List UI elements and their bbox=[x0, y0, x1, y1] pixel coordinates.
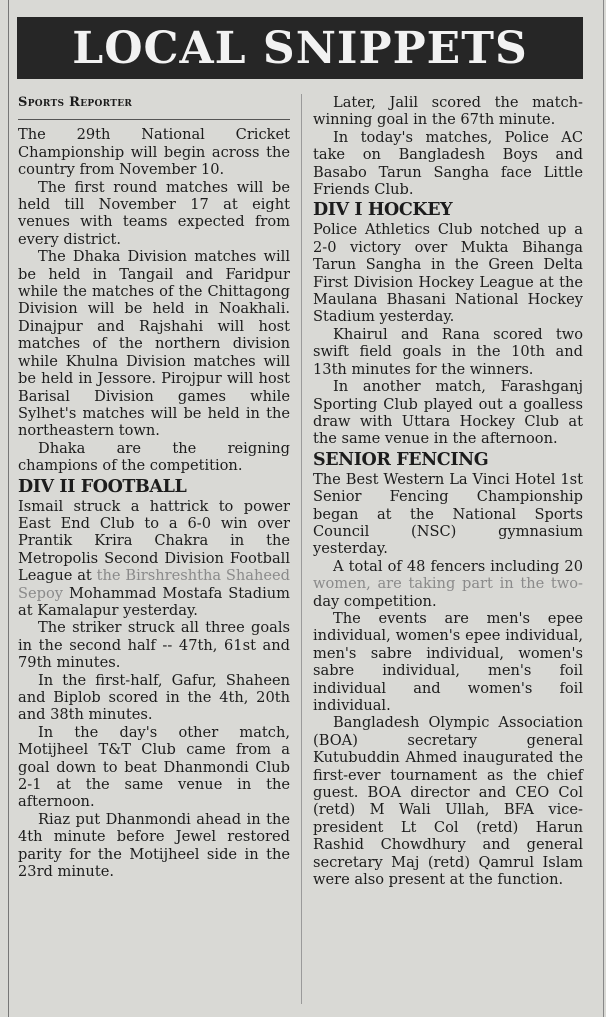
football-heading: DIV II FOOTBALL bbox=[18, 476, 187, 497]
cricket-paragraph-2: The first round matches will be held till November 17 at eight venues with teams expected from every district. bbox=[18, 178, 290, 248]
column-divider bbox=[301, 94, 302, 1004]
fencing-paragraph-4: Bangladesh Olympic Association (BOA) secretary general Kutubuddin Ahmed inaugurated the first-ever tournament as the chief guest. BOA director and CEO Col (retd) M Wali Ullah, BFA vice-president Lt Col (retd) Harun Rashid Chowdhury and general secretary Maj (retd) Qamrul Islam were also present at the function. bbox=[313, 714, 583, 889]
cricket-paragraph-1: The 29th National Cricket Championship will begin across the country from November 10. bbox=[18, 126, 290, 179]
football-paragraph-1 bbox=[18, 498, 290, 620]
hockey-paragraph-1: Police Athletics Club notched up a 2-0 victory over Mukta Bihanga Tarun Sangha in the Green Delta First Division Hockey League at the Maulana Bhasani National Hockey Stadium yesterday. bbox=[313, 221, 583, 326]
fencing-paragraph-1: The Best Western La Vinci Hotel 1st Senior Fencing Championship began at the National Sports Council (NSC) gymnasium yesterday. bbox=[313, 470, 583, 558]
cricket-paragraph-3: The Dhaka Division matches will be held in Tangail and Faridpur while the matches of the Chittagong Division will be held in Noakhali. Dinajpur and Rajshahi will host matches of the northern division while Khulna Division matches will be held in Jessore. Pirojpur will host Barisal Division games while Sylhet's matches will be held in the northeastern town. bbox=[18, 248, 290, 440]
football-p1-part-c: Mohammad Mostafa Stadium at Kamalapur yesterday. bbox=[18, 584, 291, 619]
football-p1-part-b: the Birshreshtha Shaheed Sepoy bbox=[18, 567, 290, 602]
football-paragraph-7: In today's matches, Police AC take on Bangladesh Boys and Basabo Tarun Sangha face Little Friends Club. bbox=[313, 128, 583, 199]
fencing-heading: SENIOR FENCING bbox=[313, 449, 489, 470]
football-p1-part-a: Ismail struck a hattrick to power East End Club to a 6-0 win over Prantik Krira Chakra in the Metropolis Second Division Football League at bbox=[18, 497, 290, 585]
left-column bbox=[18, 94, 290, 880]
hockey-heading: DIV I HOCKEY bbox=[313, 200, 453, 221]
football-paragraph-4: In the day's other match, Motijheel T&T Club came from a goal down to beat Dhanmondi Club 2-1 at the same venue in the afternoon. bbox=[18, 723, 290, 811]
fencing-p2-part-a: A total of 48 fencers including 20 bbox=[333, 557, 583, 575]
football-paragraph-6: Later, Jalil scored the match-winning goal in the 67th minute. bbox=[313, 94, 583, 129]
left-margin-rule bbox=[8, 0, 9, 1017]
fencing-p2-part-c: day competition. bbox=[313, 592, 437, 610]
right-column bbox=[313, 94, 583, 888]
fencing-p2-part-b: women, are taking part in the two- bbox=[313, 575, 583, 593]
hockey-paragraph-3: In another match, Farashganj Sporting Club played out a goalless draw with Uttara Hockey Club at the same venue in the afternoon. bbox=[313, 378, 583, 448]
right-margin-rule bbox=[603, 0, 604, 1017]
cricket-paragraph-4: Dhaka are the reigning champions of the competition. bbox=[18, 439, 290, 475]
football-paragraph-3: In the first-half, Gafur, Shaheen and Biplob scored in the 4th, 20th and 38th minutes. bbox=[18, 671, 290, 724]
byline-text: Sports Reporter bbox=[18, 95, 133, 110]
banner-title: LOCAL SNIPPETS bbox=[72, 22, 528, 74]
fencing-paragraph-2 bbox=[313, 558, 583, 610]
section-banner bbox=[17, 17, 583, 79]
fencing-paragraph-3: The events are men's epee individual, women's epee individual, men's sabre individual, women's sabre individual, men's foil individual and women's foil individual. bbox=[313, 609, 583, 714]
football-paragraph-2: The striker struck all three goals in the second half -- 47th, 61st and 79th minutes. bbox=[18, 619, 290, 672]
football-paragraph-5: Riaz put Dhanmondi ahead in the 4th minute before Jewel restored parity for the Motijheel side in the 23rd minute. bbox=[18, 810, 290, 881]
hockey-paragraph-2: Khairul and Rana scored two swift field goals in the 10th and 13th minutes for the winners. bbox=[313, 325, 583, 378]
byline bbox=[18, 94, 290, 120]
